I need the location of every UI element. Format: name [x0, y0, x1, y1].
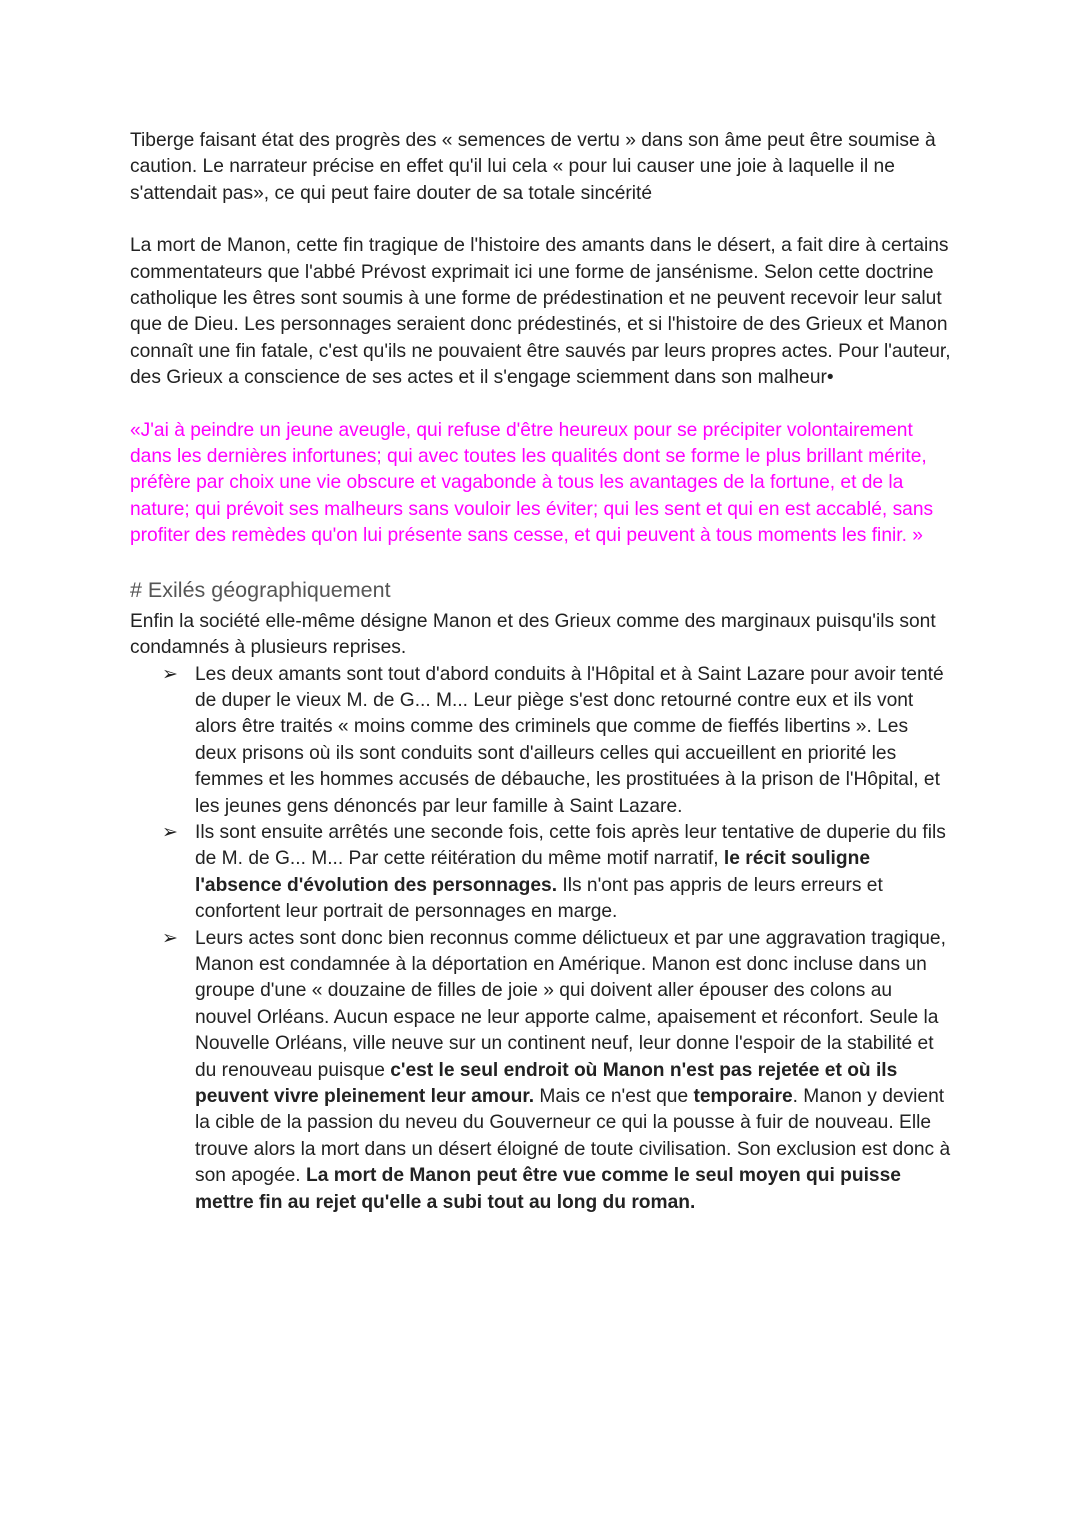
bullet-bold-text: La mort de Manon peut être vue comme le seul moyen qui puisse mettre fin au rejet qu'elle a subi tout au long du roman.: [195, 1165, 901, 1213]
bullet-list: [130, 662, 952, 1217]
paragraph-jansenisme: La mort de Manon, cette fin tragique de l'histoire des amants dans le désert, a fait dire à certains commentateurs que l'abbé Prévost exprimait ici une forme de jansénisme. Selon cette doctrine catholique les êtres sont soumis à une forme de prédestination et ne peuvent recevoir leur salut que de Dieu. Les personnages seraient donc prédestinés, et si l'histoire de des Grieux et Manon connaît une fin fatale, c'est qu'ils ne pouvaient être sauvés par leurs propres actes. Pour l'auteur, des Grieux a conscience de ses actes et il s'engage sciemment dans son malheur•: [130, 235, 951, 389]
arrow-bullet-icon: ➢: [162, 821, 178, 843]
arrow-bullet-icon: ➢: [162, 927, 178, 949]
list-item: [162, 820, 952, 926]
list-item: [162, 926, 952, 1216]
bullet-bold-text: c'est le seul endroit où Manon n'est pas rejetée et où ils peuvent vivre pleinement leur amour.: [195, 1059, 898, 1107]
arrow-bullet-icon: ➢: [162, 663, 178, 685]
bullet-text: Ils sont ensuite arrêtés une seconde fois, cette fois après leur tentative de duperie du fils de M. de G... M... Par cette réitération du même motif narratif,: [195, 821, 946, 870]
document-page: [130, 128, 952, 1216]
quote-prevost: «J'ai à peindre un jeune aveugle, qui refuse d'être heureux pour se précipiter volontairement dans les dernières infortunes; qui avec toutes les qualités dont se forme le plus brillant mérite, préfère par choix une vie obscure et vagabonde à tous les avantages de la fortune, et de la nature; qui prévoit ses malheurs sans vouloir les éviter; qui les sent et qui en est accablé, sans profiter des remèdes qu'on lui présente sans cesse, et qui peuvent à tous moments les finir. »: [130, 419, 934, 547]
section-intro: Enfin la société elle-même désigne Manon et des Grieux comme des marginaux puisqu'ils sont condamnés à plusieurs reprises.: [130, 610, 936, 659]
bullet-text: Les deux amants sont tout d'abord conduits à l'Hôpital et à Saint Lazare pour avoir tenté de duper le vieux M. de G... M... Leur piège s'est donc retourné contre eux et ils vont alors être traités « moins comme des criminels que comme de fieffés libertins ». Les deux prisons où ils sont conduits sont d'ailleurs celles qui accueillent en priorité les femmes et les hommes accusés de débauche, les prostituées à la prison de l'Hôpital, et les jeunes gens dénoncés par leur famille à Saint Lazare.: [195, 663, 944, 817]
bullet-bold-text: le récit souligne l'absence d'évolution des personnages.: [195, 848, 871, 896]
section-heading: # Exilés géographiquement: [130, 577, 391, 602]
bullet-text: . Manon y devient la cible de la passion du neveu du Gouverneur ce qui la pousse à fuir de nouveau. Elle trouve alors la mort dans un désert éloigné de toute civilisation. Son exclusion est donc à son apogée.: [195, 1086, 951, 1187]
list-item: [162, 662, 952, 820]
bullet-text: Mais ce n'est que: [534, 1086, 694, 1107]
bullet-bold-text: temporaire: [693, 1086, 793, 1107]
paragraph-tiberge: Tiberge faisant état des progrès des « semences de vertu » dans son âme peut être soumise à caution. Le narrateur précise en effet qu'il lui cela « pour lui causer une joie à laquelle il ne s'attendait pas», ce qui peut faire douter de sa totale sincérité: [130, 130, 936, 204]
bullet-text: Leurs actes sont donc bien reconnus comme délictueux et par une aggravation tragique, Manon est condamnée à la déportation en Amérique. Manon est donc incluse dans un groupe d'une « douzaine de filles de joie » qui doivent aller épouser des colons au nouvel Orléans. Aucun espace ne leur apporte calme, apaisement et réconfort. Seule la Nouvelle Orléans, ville neuve sur un continent neuf, leur donne l'espoir de la stabilité et du renouveau puisque: [195, 927, 946, 1081]
bullet-text: Ils n'ont pas appris de leurs erreurs et confortent leur portrait de personnages en marge.: [195, 874, 883, 923]
